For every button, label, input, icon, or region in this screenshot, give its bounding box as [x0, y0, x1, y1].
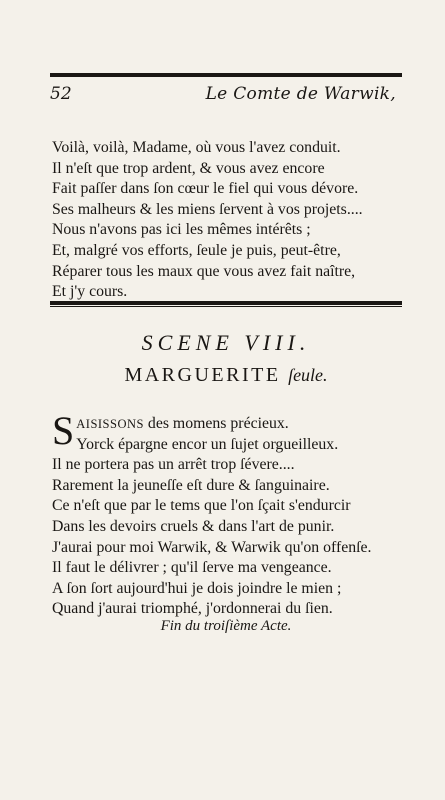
verse-line: Yorck épargne encor un ſujet orgueilleux. [76, 435, 339, 453]
divider-thin-line [50, 306, 402, 307]
small-caps-word: AISISSONS [76, 417, 144, 431]
divider-thick-line [50, 301, 402, 305]
end-of-act-note: Fin du troiſième Acte. [160, 618, 292, 634]
page-number: 52 [50, 84, 72, 104]
verse-line: Et, malgré vos efforts, ſeule je puis, peut-être, [52, 241, 341, 259]
verse-line: Ses malheurs & les miens ſervent à vos projets.... [52, 200, 363, 218]
scene-title: SCENE VIII. [141, 330, 311, 355]
top-rule [50, 73, 402, 77]
verse-line: Il faut le délivrer ; qu'il ſerve ma vengeance. [52, 559, 332, 577]
page-header [50, 84, 402, 108]
verse-line: Et j'y cours. [52, 283, 128, 301]
character-name: MARGUERITE [124, 364, 281, 386]
verse-line: Ce n'eſt que par le tems que l'on ſçait s'endurcir [52, 497, 351, 515]
verse-line: Fait paſſer dans ſon cœur le fiel qui vous dévore. [52, 180, 359, 198]
verse-line: Rarement la jeuneſſe eſt dure & ſanguinaire. [52, 476, 330, 494]
verse-line-first [52, 414, 407, 435]
verse-line: J'aurai pour moi Warwik, & Warwik qu'on offenſe. [52, 538, 372, 556]
scene-divider-rule [50, 301, 402, 308]
drop-cap: S [52, 408, 75, 453]
verse-line: Dans les devoirs cruels & dans l'art de punir. [52, 517, 335, 535]
verse-line: Quand j'aurai triomphé, j'ordonnerai du ſien. [52, 600, 333, 618]
verse-line: Il ne portera pas un arrêt trop ſévere.... [52, 456, 295, 474]
verse-block-1 [52, 138, 407, 303]
verse-line: Réparer tous les maux que vous avez fait naître, [52, 262, 356, 280]
stage-direction: ſeule. [288, 365, 328, 385]
running-title: Le Comte de Warwik, [205, 84, 396, 104]
verse-line: Voilà, voilà, Madame, où vous l'avez conduit. [52, 139, 341, 156]
first-line-tail: des momens précieux. [143, 415, 289, 432]
verse-block-2 [52, 408, 407, 620]
verse-line: Nous n'avons pas ici les mêmes intérêts ; [52, 221, 311, 239]
character-heading [50, 364, 402, 387]
verse-line: A ſon ſort aujourd'hui je dois joindre le mien ; [52, 579, 342, 597]
verse-line: Il n'eſt que trop ardent, & vous avez encore [52, 159, 325, 177]
